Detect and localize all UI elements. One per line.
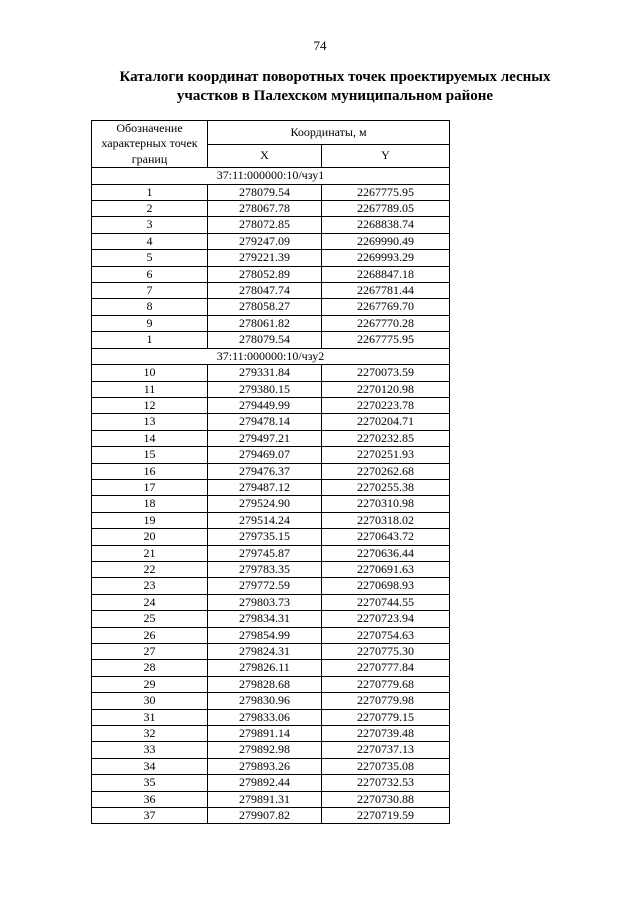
table-row	[92, 430, 450, 446]
x-coordinate: 279524.90	[208, 496, 322, 512]
y-coordinate: 2270318.02	[322, 512, 450, 528]
table-row	[92, 644, 450, 660]
y-coordinate: 2267769.70	[322, 299, 450, 315]
point-number: 3	[92, 217, 208, 233]
point-number: 22	[92, 561, 208, 577]
x-coordinate: 279891.14	[208, 726, 322, 742]
point-number: 23	[92, 578, 208, 594]
y-coordinate: 2270691.63	[322, 561, 450, 577]
table-row	[92, 299, 450, 315]
point-number: 5	[92, 250, 208, 266]
x-coordinate: 279783.35	[208, 561, 322, 577]
point-number: 35	[92, 775, 208, 791]
x-coordinate: 279487.12	[208, 479, 322, 495]
page-title	[100, 68, 570, 106]
table-row	[92, 479, 450, 495]
x-coordinate: 279834.31	[208, 611, 322, 627]
y-coordinate: 2270073.59	[322, 365, 450, 381]
table-row	[92, 201, 450, 217]
point-number: 10	[92, 365, 208, 381]
table-row	[92, 233, 450, 249]
y-coordinate: 2267781.44	[322, 283, 450, 299]
x-coordinate: 278067.78	[208, 201, 322, 217]
table-row	[92, 283, 450, 299]
x-coordinate: 278052.89	[208, 266, 322, 282]
point-number: 13	[92, 414, 208, 430]
point-number: 9	[92, 315, 208, 331]
table-row	[92, 791, 450, 807]
y-coordinate: 2267775.95	[322, 184, 450, 200]
x-coordinate: 279772.59	[208, 578, 322, 594]
table-row	[92, 250, 450, 266]
x-coordinate: 278079.54	[208, 184, 322, 200]
header-y: Y	[322, 144, 450, 168]
point-number: 1	[92, 184, 208, 200]
y-coordinate: 2270120.98	[322, 381, 450, 397]
y-coordinate: 2270754.63	[322, 627, 450, 643]
table-row	[92, 808, 450, 824]
y-coordinate: 2268847.18	[322, 266, 450, 282]
y-coordinate: 2269993.29	[322, 250, 450, 266]
table-row	[92, 742, 450, 758]
y-coordinate: 2270779.15	[322, 709, 450, 725]
point-number: 21	[92, 545, 208, 561]
x-coordinate: 279449.99	[208, 397, 322, 413]
table-row	[92, 775, 450, 791]
x-coordinate: 279828.68	[208, 676, 322, 692]
table-row	[92, 512, 450, 528]
table-row	[92, 561, 450, 577]
x-coordinate: 279514.24	[208, 512, 322, 528]
point-number: 24	[92, 594, 208, 610]
point-number: 20	[92, 529, 208, 545]
point-number: 32	[92, 726, 208, 742]
table-row	[92, 594, 450, 610]
y-coordinate: 2267775.95	[322, 332, 450, 348]
y-coordinate: 2270204.71	[322, 414, 450, 430]
table-row	[92, 332, 450, 348]
table-row	[92, 496, 450, 512]
x-coordinate: 279826.11	[208, 660, 322, 676]
table-row	[92, 578, 450, 594]
header-point-label: Обозначение характерных точек границ	[92, 121, 208, 168]
x-coordinate: 279830.96	[208, 693, 322, 709]
point-number: 1	[92, 332, 208, 348]
y-coordinate: 2270255.38	[322, 479, 450, 495]
section-row	[92, 168, 450, 184]
point-number: 8	[92, 299, 208, 315]
x-coordinate: 279891.31	[208, 791, 322, 807]
point-number: 4	[92, 233, 208, 249]
header-x: X	[208, 144, 322, 168]
point-number: 15	[92, 447, 208, 463]
x-coordinate: 279892.98	[208, 742, 322, 758]
x-coordinate: 279907.82	[208, 808, 322, 824]
point-number: 7	[92, 283, 208, 299]
x-coordinate: 279221.39	[208, 250, 322, 266]
y-coordinate: 2270779.68	[322, 676, 450, 692]
point-number: 18	[92, 496, 208, 512]
table-row	[92, 381, 450, 397]
point-number: 6	[92, 266, 208, 282]
point-number: 28	[92, 660, 208, 676]
point-number: 16	[92, 463, 208, 479]
x-coordinate: 279331.84	[208, 365, 322, 381]
y-coordinate: 2270643.72	[322, 529, 450, 545]
y-coordinate: 2270310.98	[322, 496, 450, 512]
x-coordinate: 279247.09	[208, 233, 322, 249]
table-row	[92, 693, 450, 709]
y-coordinate: 2270698.93	[322, 578, 450, 594]
y-coordinate: 2270779.98	[322, 693, 450, 709]
point-number: 19	[92, 512, 208, 528]
x-coordinate: 278061.82	[208, 315, 322, 331]
point-number: 17	[92, 479, 208, 495]
point-number: 36	[92, 791, 208, 807]
x-coordinate: 278058.27	[208, 299, 322, 315]
point-number: 14	[92, 430, 208, 446]
x-coordinate: 279478.14	[208, 414, 322, 430]
x-coordinate: 279497.21	[208, 430, 322, 446]
point-number: 30	[92, 693, 208, 709]
x-coordinate: 278072.85	[208, 217, 322, 233]
point-number: 29	[92, 676, 208, 692]
y-coordinate: 2270223.78	[322, 397, 450, 413]
table-body	[92, 168, 450, 824]
y-coordinate: 2270232.85	[322, 430, 450, 446]
x-coordinate: 279833.06	[208, 709, 322, 725]
y-coordinate: 2270732.53	[322, 775, 450, 791]
point-number: 2	[92, 201, 208, 217]
point-number: 27	[92, 644, 208, 660]
y-coordinate: 2270777.84	[322, 660, 450, 676]
y-coordinate: 2270730.88	[322, 791, 450, 807]
table-row	[92, 184, 450, 200]
y-coordinate: 2270735.08	[322, 758, 450, 774]
table-row	[92, 463, 450, 479]
table-row	[92, 365, 450, 381]
title-line-2: участков в Палехском муниципальном районе	[176, 88, 494, 104]
x-coordinate: 278079.54	[208, 332, 322, 348]
x-coordinate: 279735.15	[208, 529, 322, 545]
page-number: 74	[313, 38, 327, 53]
table-row	[92, 545, 450, 561]
table-row	[92, 266, 450, 282]
y-coordinate: 2270636.44	[322, 545, 450, 561]
point-number: 33	[92, 742, 208, 758]
table-row	[92, 758, 450, 774]
y-coordinate: 2270723.94	[322, 611, 450, 627]
point-number: 11	[92, 381, 208, 397]
table-row	[92, 676, 450, 692]
x-coordinate: 278047.74	[208, 283, 322, 299]
y-coordinate: 2270262.68	[322, 463, 450, 479]
x-coordinate: 279380.15	[208, 381, 322, 397]
y-coordinate: 2269990.49	[322, 233, 450, 249]
point-number: 25	[92, 611, 208, 627]
table-row	[92, 529, 450, 545]
table-row	[92, 627, 450, 643]
y-coordinate: 2270744.55	[322, 594, 450, 610]
x-coordinate: 279803.73	[208, 594, 322, 610]
table-row	[92, 447, 450, 463]
section-title: 37:11:000000:10/чзу2	[92, 348, 450, 364]
section-title: 37:11:000000:10/чзу1	[92, 168, 450, 184]
header-coordinates: Координаты, м	[208, 121, 450, 145]
title-line-1: Каталоги координат поворотных точек проектируемых лесных	[119, 69, 551, 85]
table-header	[92, 121, 450, 168]
table-row	[92, 709, 450, 725]
x-coordinate: 279476.37	[208, 463, 322, 479]
y-coordinate: 2270737.13	[322, 742, 450, 758]
y-coordinate: 2270739.48	[322, 726, 450, 742]
y-coordinate: 2270251.93	[322, 447, 450, 463]
y-coordinate: 2270775.30	[322, 644, 450, 660]
y-coordinate: 2267770.28	[322, 315, 450, 331]
x-coordinate: 279892.44	[208, 775, 322, 791]
table-row	[92, 660, 450, 676]
section-row	[92, 348, 450, 364]
table-row	[92, 611, 450, 627]
point-number: 26	[92, 627, 208, 643]
point-number: 37	[92, 808, 208, 824]
x-coordinate: 279854.99	[208, 627, 322, 643]
x-coordinate: 279893.26	[208, 758, 322, 774]
point-number: 12	[92, 397, 208, 413]
x-coordinate: 279745.87	[208, 545, 322, 561]
point-number: 31	[92, 709, 208, 725]
y-coordinate: 2267789.05	[322, 201, 450, 217]
y-coordinate: 2268838.74	[322, 217, 450, 233]
coordinates-table	[91, 120, 450, 824]
table-row	[92, 397, 450, 413]
y-coordinate: 2270719.59	[322, 808, 450, 824]
table-row	[92, 726, 450, 742]
x-coordinate: 279824.31	[208, 644, 322, 660]
table-row	[92, 414, 450, 430]
table-row	[92, 315, 450, 331]
x-coordinate: 279469.07	[208, 447, 322, 463]
table-row	[92, 217, 450, 233]
point-number: 34	[92, 758, 208, 774]
